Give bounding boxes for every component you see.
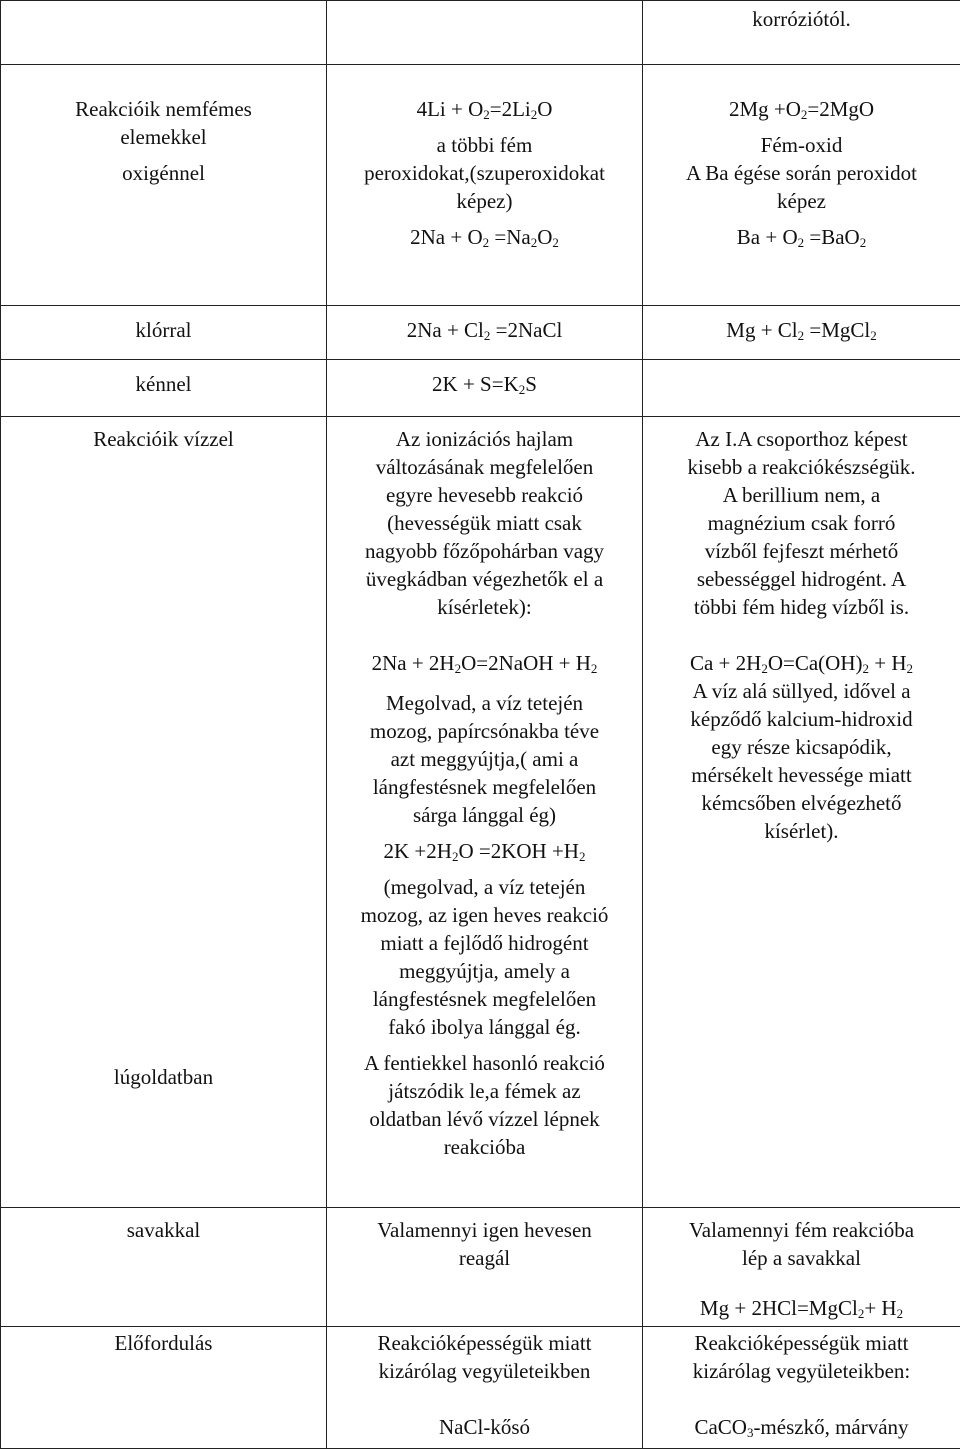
cell-label-acid: savakkal — [1, 1208, 327, 1327]
text-line: egy része kicsapódik, — [649, 733, 954, 761]
equation-k-sulfide: $2K + S=K_2S$ — [333, 370, 636, 398]
text-line: reakcióba — [333, 1133, 636, 1161]
cell-water-alkali — [327, 417, 643, 1208]
text-line: a többi fém — [333, 131, 636, 159]
equation-ba-peroxide: $Ba + O_2 =BaO_2$ — [649, 223, 954, 251]
text-line: Megolvad, a víz tetején — [333, 689, 636, 717]
table-row — [1, 65, 960, 306]
text-line: lángfestésnek megfelelően — [333, 773, 636, 801]
cell-sulfur-alkali — [327, 360, 643, 417]
cell-empty — [1, 1, 327, 65]
cell-label-sulfur: kénnel — [1, 360, 327, 417]
equation-k-water: $2K +2H_2O =2KOH +H_2$ — [333, 837, 636, 865]
example-nacl: NaCl-kősó — [333, 1413, 636, 1441]
equation-mg-acid: Mg + 2HCl=MgCl$_2$+ $H_2$ — [649, 1294, 954, 1322]
text-line: mérsékelt hevessége miatt — [649, 761, 954, 789]
cell-empty — [327, 1, 643, 65]
equation-ca-water: $Ca + 2H_2O=Ca(OH)_2 + H_2$ — [649, 649, 954, 677]
cell-water-alkaline-earth — [643, 417, 960, 1208]
text-line: azt meggyújtja,( ami a — [333, 745, 636, 773]
text-line: Az I.A csoporthoz képest — [649, 425, 954, 453]
text-line: üvegkádban végezhetők el a — [333, 565, 636, 593]
text-line: képez — [649, 187, 954, 215]
label-line: Reakcióik nemfémes — [7, 95, 320, 123]
text-line: vízből fejfeszt mérhető — [649, 537, 954, 565]
text-line: sárga lánggal ég) — [333, 801, 636, 829]
label-line: elemekkel — [7, 123, 320, 151]
text-line: változásának megfelelően — [333, 453, 636, 481]
text-line: lép a savakkal — [649, 1244, 954, 1272]
text-line: kisebb a reakciókészségük. — [649, 453, 954, 481]
text-line: kizárólag vegyületeikben: — [649, 1357, 954, 1385]
cell-acid-alkali — [327, 1208, 643, 1327]
text-line: A berillium nem, a — [649, 481, 954, 509]
text-line: A víz alá süllyed, idővel a — [649, 677, 954, 705]
equation-mg-oxide: $2Mg +O_2=2MgO$ — [649, 95, 954, 123]
label-water: Reakcióik vízzel — [7, 425, 320, 453]
equation-na-water: $2Na + 2H_2O=2NaOH + H_2$ — [333, 649, 636, 677]
text-line: sebességgel hidrogént. A — [649, 565, 954, 593]
text-line: mozog, papírcsónakba téve — [333, 717, 636, 745]
label-lye: lúgoldatban — [1, 1063, 326, 1091]
text-line: egyre hevesebb reakció — [333, 481, 636, 509]
table-row — [1, 360, 960, 417]
text-line: játszódik le,a fémek az — [333, 1077, 636, 1105]
text-line: kizárólag vegyületeikben — [333, 1357, 636, 1385]
text-line: kémcsőben elvégezhető — [649, 789, 954, 817]
text-line: lángfestésnek megfelelően — [333, 985, 636, 1013]
text-line: reagál — [333, 1244, 636, 1272]
text-line: peroxidokat,(szuperoxidokat — [333, 159, 636, 187]
text-line: meggyújtja, amely a — [333, 957, 636, 985]
cell-label-occurrence: Előfordulás — [1, 1327, 327, 1449]
text-line: Fém-oxid — [649, 131, 954, 159]
equation-li-oxide: $4Li + O_2=2Li_2O$ — [333, 95, 636, 123]
text-line: A Ba égése során peroxidot — [649, 159, 954, 187]
text-line: fakó ibolya lánggal ég. — [333, 1013, 636, 1041]
cell-chlorine-alkali — [327, 306, 643, 360]
cell-empty — [643, 360, 960, 417]
text-line: A fentiekkel hasonló reakció — [333, 1049, 636, 1077]
text-line: (hevességük miatt csak — [333, 509, 636, 537]
text-line: Valamennyi igen hevesen — [333, 1216, 636, 1244]
text-line: képződő kalcium-hidroxid — [649, 705, 954, 733]
table-row — [1, 1208, 960, 1327]
text-line: magnézium csak forró — [649, 509, 954, 537]
text-line: Valamennyi fém reakcióba — [649, 1216, 954, 1244]
equation-na-peroxide: $2Na + O_2 =Na_2O_2$ — [333, 223, 636, 251]
text-line: kísérlet). — [649, 817, 954, 845]
cell-label-oxygen — [1, 65, 327, 306]
example-caco3: CaCO$_3$-mészkő, márvány — [649, 1413, 954, 1441]
cell-oxygen-alkaline-earth — [643, 65, 960, 306]
table-row — [1, 417, 960, 1208]
equation-na-chloride: $2Na + Cl_2$ =2NaCl — [333, 316, 636, 344]
text-line: Az ionizációs hajlam — [333, 425, 636, 453]
text-line: (megolvad, a víz tetején — [333, 873, 636, 901]
text-line: oldatban lévő vízzel lépnek — [333, 1105, 636, 1133]
text-line: mozog, az igen heves reakció — [333, 901, 636, 929]
text-line: Reakcióképességük miatt — [333, 1329, 636, 1357]
table-row — [1, 306, 960, 360]
text-line: képez) — [333, 187, 636, 215]
cell-occurrence-alkali — [327, 1327, 643, 1449]
text-line: miatt a fejlődő hidrogént — [333, 929, 636, 957]
label-line: oxigénnel — [7, 159, 320, 187]
table-row — [1, 1327, 960, 1449]
cell-oxygen-alkali — [327, 65, 643, 306]
cell-chlorine-alkaline-earth — [643, 306, 960, 360]
cell-corrosion-text: korróziótól. — [643, 1, 960, 65]
cell-label-water — [1, 417, 327, 1208]
text-line: kísérletek): — [333, 593, 636, 621]
text-line: Reakcióképességük miatt — [649, 1329, 954, 1357]
cell-label-chlorine: klórral — [1, 306, 327, 360]
equation-mg-chloride: $Mg + Cl_2$ =MgCl$_2$ — [649, 316, 954, 344]
text-line: többi fém hideg vízből is. — [649, 593, 954, 621]
cell-occurrence-alkaline-earth — [643, 1327, 960, 1449]
text-line: nagyobb főzőpohárban vagy — [333, 537, 636, 565]
cell-acid-alkaline-earth — [643, 1208, 960, 1327]
table-row — [1, 1, 960, 65]
